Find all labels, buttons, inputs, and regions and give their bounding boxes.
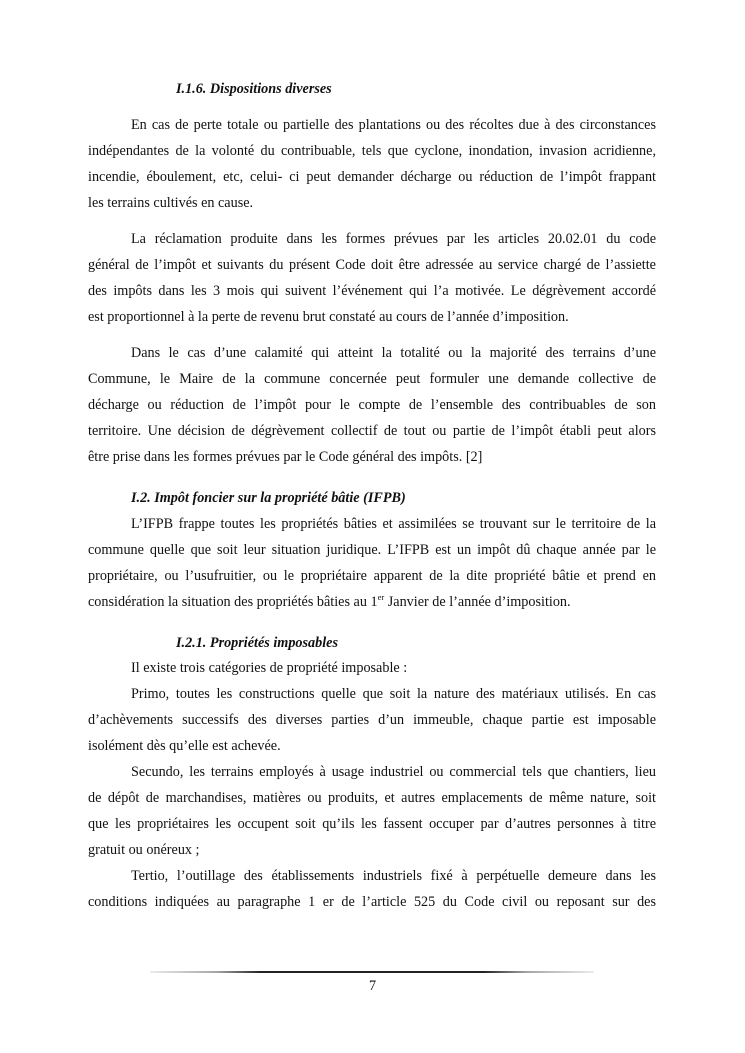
text-line: En cas de perte totale ou partielle des plantations ou des récoltes due à des circonstances — [131, 117, 656, 133]
text-line: conditions indiquées au paragraphe 1 er de l’article 525 du Code civil ou reposant sur des — [88, 894, 656, 910]
text-fragment: Janvier de l’année d’imposition. — [384, 594, 571, 610]
text-line: Commune, le Maire de la commune concernée peut formuler une demande collective de — [88, 371, 656, 387]
footer-divider — [150, 971, 594, 973]
text-line: Primo, toutes les constructions quelle que soit la nature des matériaux utilisés. En cas — [131, 686, 656, 702]
section-heading-1-2-1: I.2.1. Propriétés imposables — [176, 635, 338, 651]
text-line: territoire. Une décision de dégrèvement collectif de tout ou partie de l’impôt établi peut alors — [88, 423, 656, 439]
superscript: er — [377, 592, 385, 602]
text-line: Dans le cas d’une calamité qui atteint la totalité ou la majorité des terrains d’une — [131, 345, 656, 361]
text-line: de dépôt de marchandises, matières ou produits, et autres emplacements de même nature, soit — [88, 790, 656, 806]
text-line: indépendantes de la volonté du contribuable, tels que cyclone, inondation, invasion acridienne, — [88, 143, 656, 159]
text-line: Secundo, les terrains employés à usage industriel ou commercial tels que chantiers, lieu — [131, 764, 656, 780]
text-line: que les propriétaires les occupent soit qu’ils les fassent occuper par d’autres personnes à titre — [88, 816, 656, 832]
text-line: propriétaire, ou l’usufruitier, ou le propriétaire apparent de la dite propriété bâtie et prend en — [88, 568, 656, 584]
text-line: général de l’impôt et suivants du présent Code doit être adressée au service chargé de l’assiette — [88, 257, 656, 273]
text-line: Tertio, l’outillage des établissements industriels fixé à perpétuelle demeure dans les — [131, 868, 656, 884]
text-line — [88, 593, 571, 611]
text-line: gratuit ou onéreux ; — [88, 842, 200, 858]
section-heading-1-2: I.2. Impôt foncier sur la propriété bâtie (IFPB) — [131, 490, 406, 506]
text-line: des impôts dans les 3 mois qui suivent l’événement qui l’a motivée. Le dégrèvement accordé — [88, 283, 656, 299]
text-line: les terrains cultivés en cause. — [88, 195, 254, 211]
text-line: décharge ou réduction de l’impôt pour le compte de l’ensemble des contribuables de son — [88, 397, 656, 413]
text-line: La réclamation produite dans les formes prévues par les articles 20.02.01 du code — [131, 231, 656, 247]
text-fragment: considération la situation des propriétés bâties au 1 — [88, 594, 378, 610]
section-heading-1-1-6: I.1.6. Dispositions diverses — [176, 81, 332, 97]
text-line: est proportionnel à la perte de revenu brut constaté au cours de l’année d’imposition. — [88, 309, 569, 325]
text-line: d’achèvements successifs des diverses parties d’un immeuble, chaque partie est imposable — [88, 712, 656, 728]
text-line: être prise dans les formes prévues par le Code général des impôts. [2] — [88, 449, 483, 465]
text-line: isolément dès qu’elle est achevée. — [88, 738, 281, 754]
text-line-intro: Il existe trois catégories de propriété imposable : — [131, 660, 408, 676]
page-number: 7 — [368, 978, 377, 994]
text-line: commune quelle que soit leur situation juridique. L’IFPB est un impôt dû chaque année par le — [88, 542, 656, 558]
text-line: L’IFPB frappe toutes les propriétés bâties et assimilées se trouvant sur le territoire de la — [131, 516, 656, 532]
text-line: incendie, éboulement, etc, celui- ci peut demander décharge ou réduction de l’impôt frappant — [88, 169, 656, 185]
